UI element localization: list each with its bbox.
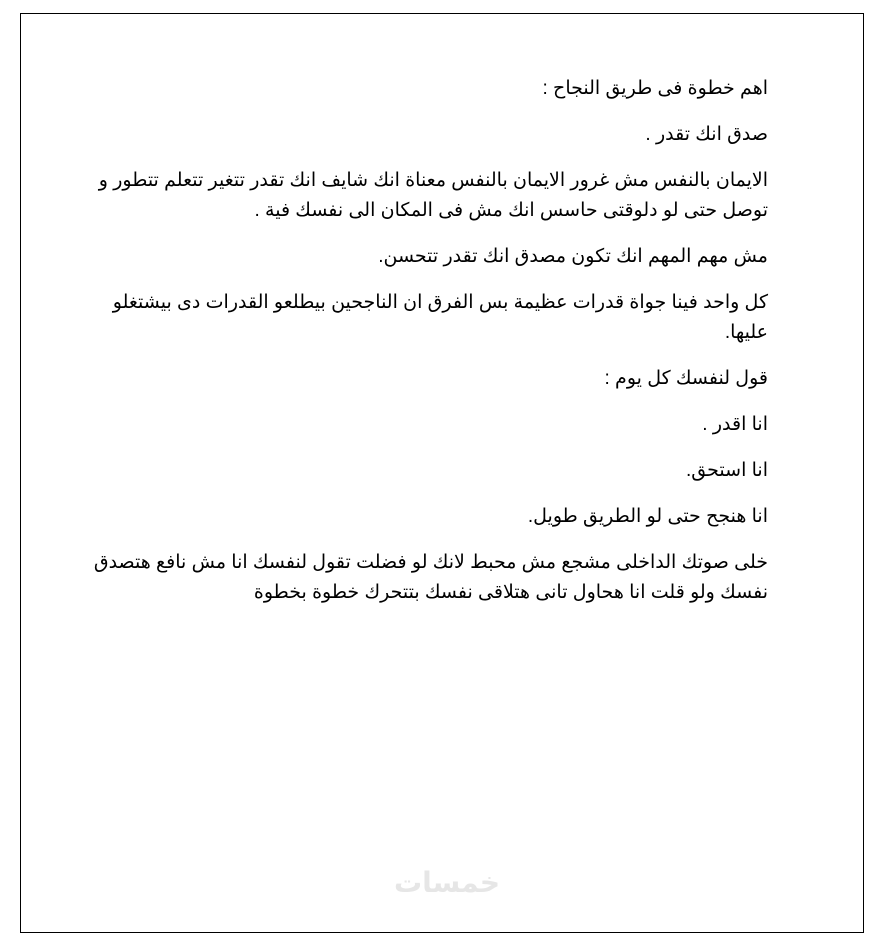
- text-paragraph: مش مهم المهم انك تكون مصدق انك تقدر تتحسن.: [378, 246, 768, 267]
- text-paragraph: كل واحد فينا جواة قدرات عظيمة بس الفرق ان الناجحين بيطلعو القدرات دى بيشتغلو عليها.: [112, 292, 768, 343]
- affirmation-line: انا هنجح حتى لو الطريق طويل.: [527, 506, 768, 527]
- affirmation-line: انا استحق.: [686, 460, 768, 481]
- document-body: [78, 74, 768, 624]
- heading-paragraph: اهم خطوة فى طريق النجاح :: [542, 78, 768, 99]
- text-paragraph: خلى صوتك الداخلى مشجع مش محبط لانك لو فضلت تقول لنفسك انا مش نافع هتصدق نفسك ولو قلت انا هحاول تانى هتلاقى نفسك بتتحرك خطوة بخطوة: [93, 552, 768, 603]
- affirmation-line: انا اقدر .: [702, 414, 768, 435]
- text-paragraph: قول لنفسك كل يوم :: [604, 368, 768, 389]
- text-paragraph: الايمان بالنفس مش غرور الايمان بالنفس معناة انك شايف انك تقدر تتغير تتعلم تتطور و توصل حتى لو دلوقتى حاسس انك مش فى المكان الى نفسك فية .: [98, 170, 768, 221]
- text-paragraph: صدق انك تقدر .: [645, 124, 768, 145]
- khamsat-watermark-logo: خمسات: [393, 866, 501, 899]
